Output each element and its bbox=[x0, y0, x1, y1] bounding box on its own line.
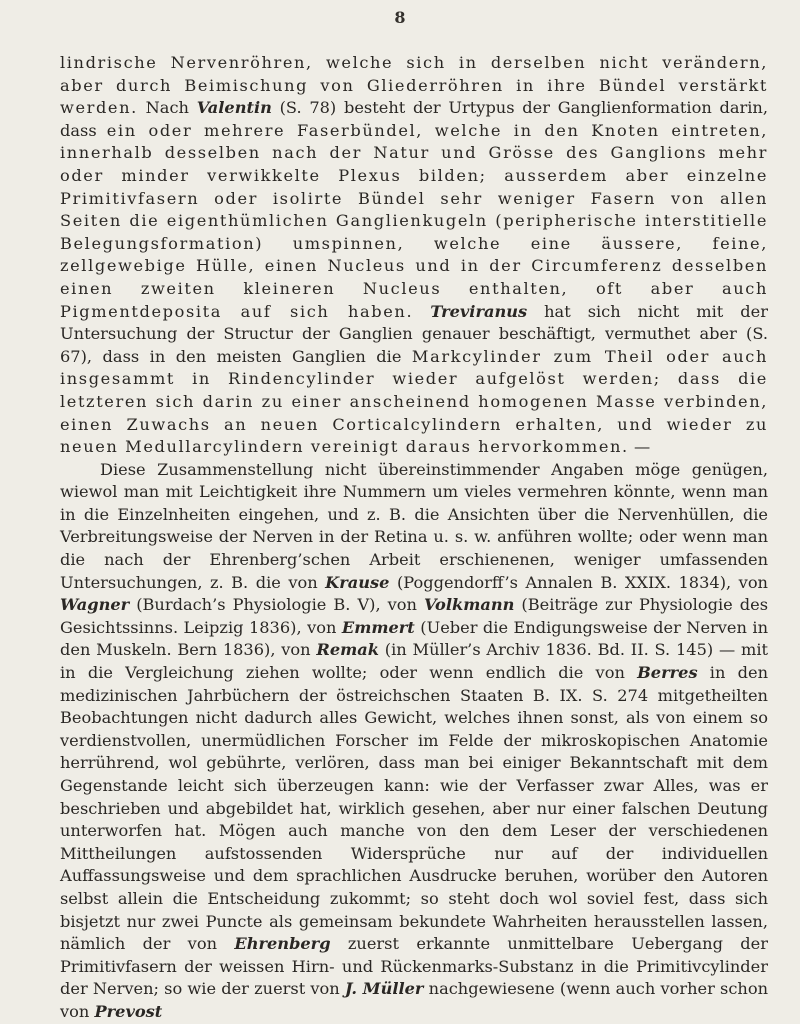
page-number: 8 bbox=[394, 8, 406, 27]
spaced-emphasis-text: Markcylinder zum Theil oder auch insgesammt in Rindencylinder wieder aufgelöst werden; dass die letzteren sich darin zu einer anscheinend homogenen Masse verbinden, einen Zuwachs an neuen Corticalcylindern erhalten, und wieder zu neuen Medullarcylindern vereinigt daraus hervorkommen. bbox=[60, 346, 768, 457]
paragraph-1 bbox=[60, 52, 768, 459]
author-name: Volkmann bbox=[423, 595, 515, 615]
text-run: zuerst erkannte unmittelbare Uebergang der Primitivfasern der weissen Hirn- und Rückenmarks-Substanz in die Primitivcylinder der Nerven; so wie der zuerst von bbox=[60, 934, 768, 999]
text-run bbox=[413, 302, 430, 321]
text-run: — bbox=[628, 437, 651, 457]
text-run: (Ueber die Endigungsweise der Nerven in den Muskeln. Bern 1836), von bbox=[60, 617, 769, 660]
text-run: Diese Zusammenstellung nicht übereinstimmender Angaben möge genügen, wiewol man mit Leichtigkeit ihre Nummern um vieles vermehren könnte, wenn man in die Einzelnheiten eingehen, und z. B. die Ansichten über die Nervenhüllen, die Verbreitungsweise der Nerven in der Retina u. s. w. anführen wollte; oder wenn man die nach der Ehrenberg’schen Arbeit erschienenen, weniger umfassenden Untersuchungen, z. B. die von bbox=[60, 459, 768, 592]
text-run: (Burdach’s Physiologie B. V), von bbox=[129, 595, 424, 615]
author-name: Emmert bbox=[341, 617, 415, 637]
text-run: in den medizinischen Jahrbüchern der östreichschen Staaten B. IX. S. 274 mitgetheilten Beobachtungen nicht dadurch alles Gewicht, welches ihnen sonst, als von einem so verdienstvollen, unermüdlichen Forscher im Felde der mikroskopischen Anatomie herrührend, wol gebührte, verlören, dass man bei einiger Bekanntschaft mit dem Gegenstande leicht sich überzeugen kann: wie der Verfasser zwar Alles, was er beschrieben und abgebildet hat, wirklich gesehen, aber nur einer falschen Deutung unterworfen hat. Mögen auch manche von den dem Leser der verschiedenen Mittheilungen aufstossenden Widersprüche nur auf der individuellen Auffassungsweise und dem sprachlichen Ausdrucke beruhen, worüber den Autoren selbst allein die Entscheidung zukommt; so steht doch wol soviel fest, dass sich bisjetzt nur zwei Puncte als gemeinsam bekundete Wahrheiten herausstellen lassen, nämlich der von bbox=[60, 663, 768, 954]
spaced-emphasis-text: ein oder mehrere Faserbündel, welche in den Knoten eintreten, innerhalb desselben nach der Natur und Grösse des Ganglions mehr oder minder verwikkelte Plexus bilden; ausserdem aber einzelne Primitivfasern oder isolirte Bündel sehr weniger Fasern von allen Seiten die eigenthümlichen Ganglienkugeln (peripherische interstitielle Belegungsformation) umspinnen, welche eine äussere, feine, zellgewebige Hülle, einen Nucleus und in der Circumferenz desselben einen zweiten kleineren Nucleus enthalten, oft aber auch Pigmentdeposita auf sich haben. bbox=[60, 120, 768, 321]
text-run: (S. 78) besteht der Urtypus der Ganglienformation darin, dass bbox=[60, 98, 768, 140]
author-name: Prevost bbox=[94, 1001, 163, 1021]
author-name: Berres bbox=[637, 663, 698, 683]
spaced-emphasis-text: lindrische Nervenröhren, welche sich in derselben nicht verändern, aber durch Beimischung von Gliederröhren in ihre Bündel verstärkt werden. bbox=[60, 53, 768, 118]
author-name: J. Müller bbox=[344, 979, 424, 999]
author-name: Treviranus bbox=[430, 301, 528, 321]
text-run: (Poggendorff’s Annalen B. XXIX. 1834), von bbox=[389, 572, 768, 592]
text-run: (Beiträge zur Physiologie des Gesichtssinns. Leipzig 1836), von bbox=[60, 595, 768, 637]
text-run: Nach bbox=[137, 98, 197, 118]
author-name: Wagner bbox=[60, 595, 130, 615]
author-name: Krause bbox=[325, 572, 390, 592]
text-run: hat sich nicht mit der Untersuchung der Structur der Ganglien genauer beschäftigt, vermuthet aber (S. 67), dass in den meisten Ganglien die bbox=[60, 301, 768, 366]
paragraph-2 bbox=[60, 459, 768, 1024]
author-name: Remak bbox=[316, 640, 379, 660]
body-text bbox=[60, 52, 768, 1024]
author-name: Valentin bbox=[196, 98, 272, 118]
text-run: nachgewiesene (wenn auch vorher schon von bbox=[60, 979, 768, 1021]
author-name: Ehrenberg bbox=[234, 934, 331, 954]
text-run: (in Müller’s Archiv 1836. Bd. II. S. 145) — mit in die Vergleichung ziehen wollte; oder wenn endlich die von bbox=[60, 640, 768, 683]
